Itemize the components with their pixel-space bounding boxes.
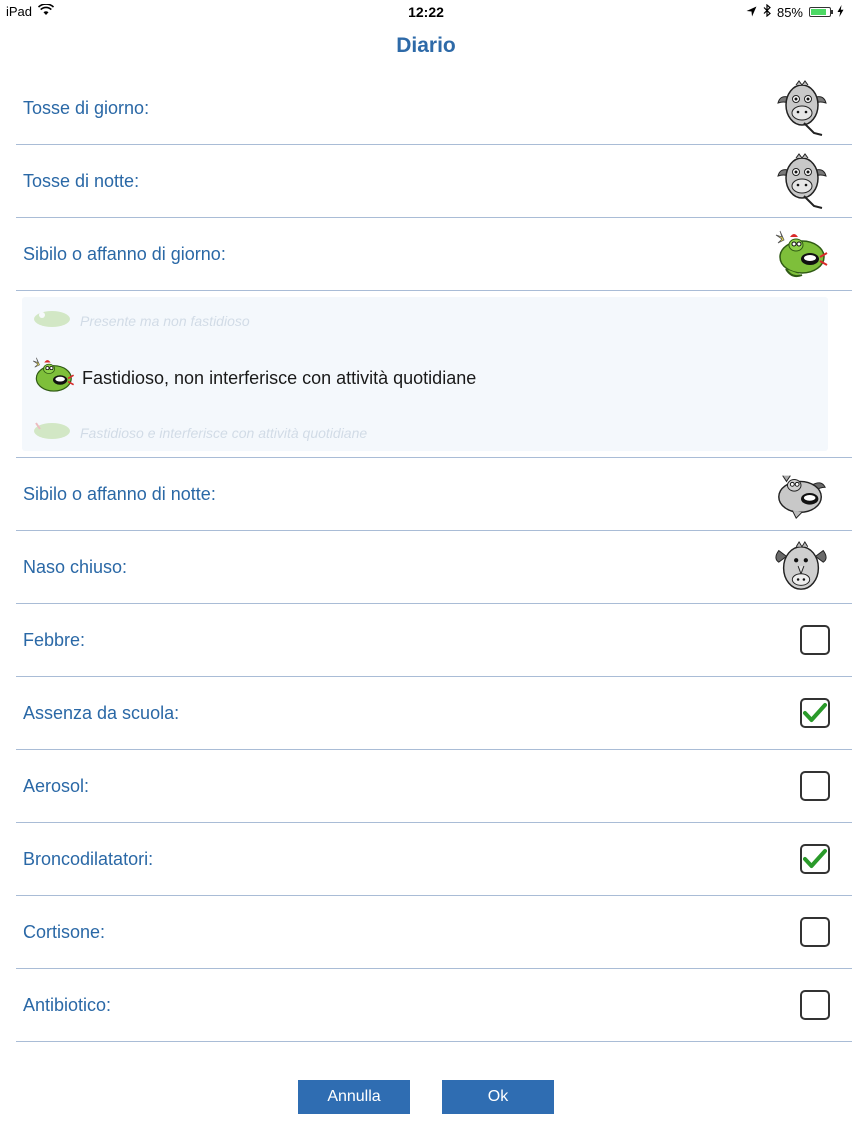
device-name: iPad (6, 4, 33, 19)
row-label: Antibiotico: (23, 994, 112, 1015)
picker-option-text: Fastidioso, non interferisce con attività quotidiane (82, 368, 477, 388)
row-label: Sibilo o affanno di notte: (23, 483, 216, 504)
row-naso-chiuso[interactable] (16, 531, 852, 604)
row-aerosol[interactable] (16, 750, 852, 823)
checkmark-icon (803, 848, 827, 870)
row-label: Tosse di notte: (23, 170, 140, 191)
row-label: Assenza da scuola: (23, 702, 180, 723)
checkmark-icon (803, 702, 827, 724)
diary-list (16, 72, 852, 1042)
row-label: Cortisone: (23, 921, 106, 942)
cortisone-checkbox[interactable] (800, 917, 830, 947)
picker-option[interactable] (30, 307, 250, 334)
picker-wheel[interactable] (22, 297, 828, 451)
row-antibiotico[interactable] (16, 969, 852, 1042)
row-tosse-notte[interactable] (16, 145, 852, 218)
severity-picker[interactable] (16, 291, 852, 458)
assenza-scuola-checkbox[interactable] (800, 698, 830, 728)
battery-icon (809, 7, 831, 17)
bluetooth-icon (763, 4, 771, 20)
row-label: Naso chiuso: (23, 556, 128, 577)
battery-percent: 85% (776, 4, 803, 20)
row-cortisone[interactable] (16, 896, 852, 969)
row-tosse-giorno[interactable] (16, 72, 852, 145)
green-dragon-icon (30, 307, 74, 334)
row-label: Sibilo o affanno di giorno: (23, 243, 226, 264)
row-label: Broncodilatatori: (23, 848, 154, 869)
picker-option[interactable] (30, 419, 367, 446)
picker-option-text: Presente ma non fastidioso (80, 312, 250, 329)
location-arrow-icon (746, 5, 757, 20)
row-assenza-scuola[interactable] (16, 677, 852, 750)
picker-option-text: Fastidioso e interferisce con attività quotidiane (80, 424, 368, 441)
antibiotico-checkbox[interactable] (800, 990, 830, 1020)
gray-dragon-icon[interactable] (772, 458, 830, 530)
febbre-checkbox[interactable] (800, 625, 830, 655)
green-dragon-icon (30, 353, 76, 404)
ok-button[interactable]: Ok (442, 1080, 554, 1114)
row-broncodilatatori[interactable] (16, 823, 852, 896)
green-dragon-icon[interactable] (772, 218, 830, 290)
picker-option-selected[interactable] (30, 353, 476, 404)
aerosol-checkbox[interactable] (800, 771, 830, 801)
row-febbre[interactable] (16, 604, 852, 677)
gray-dragon-icon[interactable] (774, 72, 830, 144)
gray-dragon-icon[interactable] (774, 145, 830, 217)
charging-icon (837, 5, 844, 20)
status-time: 12:22 (408, 4, 444, 20)
cancel-button[interactable]: Annulla (298, 1080, 410, 1114)
action-buttons (0, 1080, 852, 1114)
gray-dragon-icon[interactable] (772, 531, 830, 603)
row-label: Tosse di giorno: (23, 97, 150, 118)
row-label: Aerosol: (23, 775, 90, 796)
broncodilatatori-checkbox[interactable] (800, 844, 830, 874)
status-bar (0, 0, 852, 24)
page-title: Diario (396, 34, 456, 57)
row-sibilo-notte[interactable] (16, 458, 852, 531)
row-sibilo-giorno[interactable] (16, 218, 852, 291)
green-dragon-icon (30, 419, 74, 446)
row-label: Febbre: (23, 629, 86, 650)
